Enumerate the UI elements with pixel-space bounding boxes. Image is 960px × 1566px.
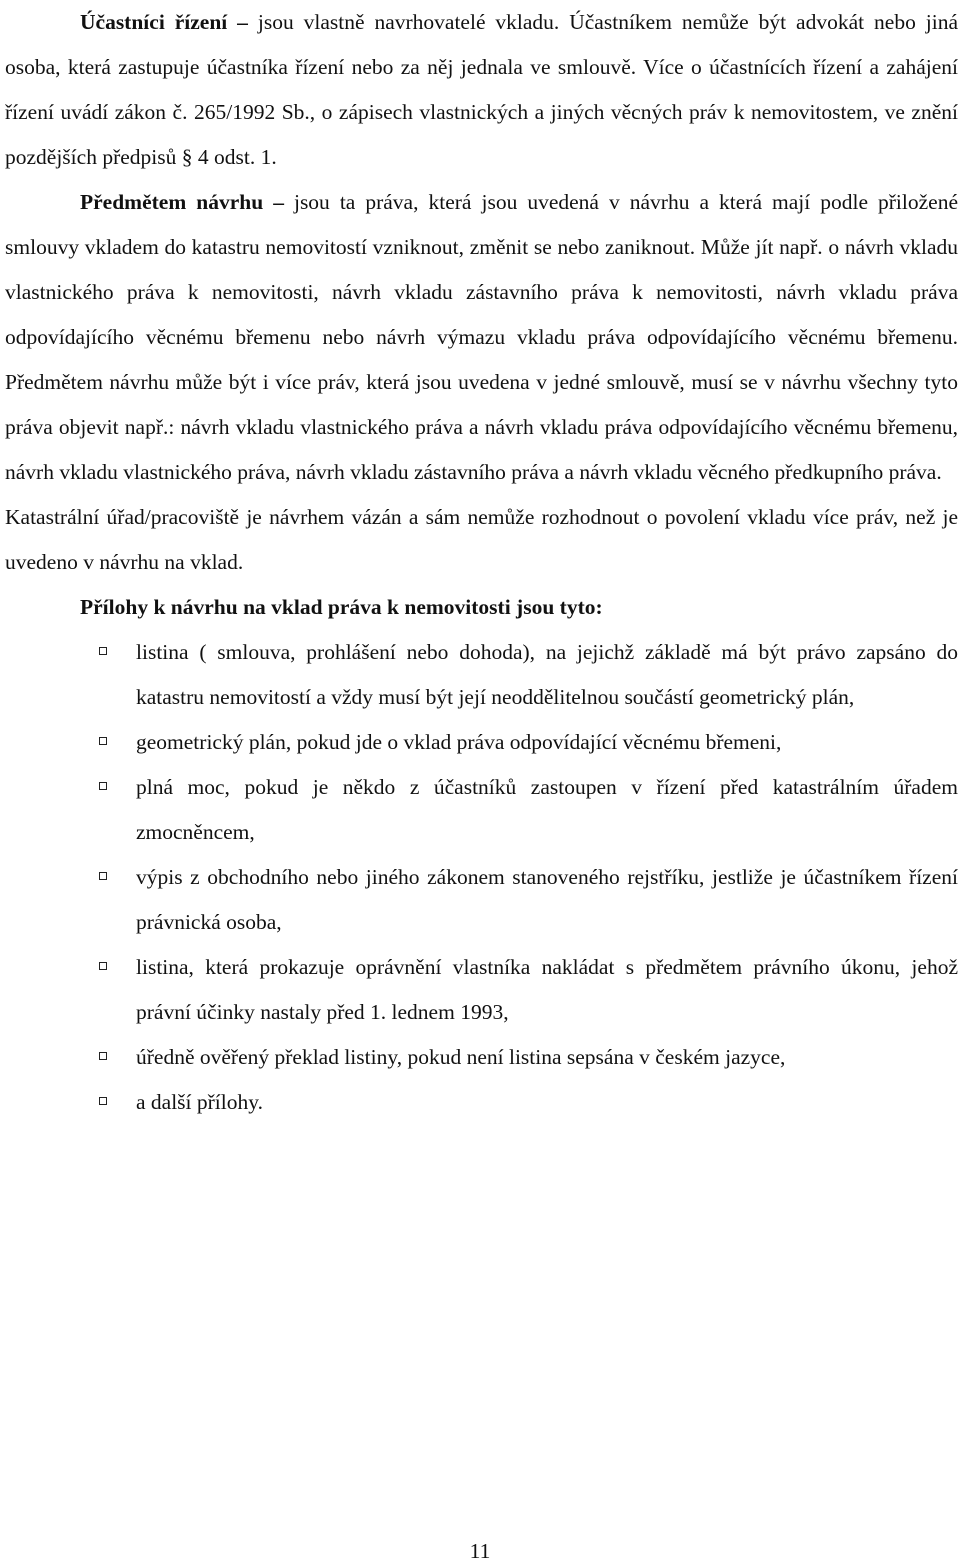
page-number: 11 — [469, 1539, 491, 1563]
paragraph-subject — [5, 180, 958, 495]
paragraph-subject-text: jsou ta práva, která jsou uvedená v návrhu a která mají podle přiložené smlouvy vkladem do katastru nemovitostí vzniknout, změnit se nebo zaniknout. Může jít např. o návrh vkladu vlastnického práva k nemovitosti, návrh vkladu zástavního práva k nemovitosti, návrh vkladu práva odpovídajícího věcnému břemenu nebo návrh výmazu vkladu práva odpovídajícího věcnému břemenu. Předmětem návrhu může být i více práv, která jsou uvedena v jedné smlouvě, musí se v návrhu všechny tyto práva objevit např.: návrh vkladu vlastnického práva a návrh vkladu práva odpovídajícího věcnému břemenu, návrh vkladu vlastnického práva, návrh vkladu zástavního práva a návrh vkladu věcného předkupního práva. — [5, 190, 959, 484]
attachments-list — [5, 630, 958, 1125]
paragraph-participants-text: jsou vlastně navrhovatelé vkladu. Účastníkem nemůže být advokát nebo jiná osoba, která zastupuje účastníka řízení nebo za něj jednala ve smlouvě. Více o účastnících řízení a zahájení řízení uvádí zákon č. 265/1992 Sb., o zápisech vlastnických a jiných věcných práv k nemovitostem, ve znění pozdějších předpisů § 4 odst. 1. — [5, 10, 958, 169]
square-bullet-icon — [99, 737, 107, 745]
list-item-text: výpis z obchodního nebo jiného zákonem stanoveného rejstříku, jestliže je účastníkem řízení právnická osoba, — [136, 865, 958, 934]
list-item — [5, 855, 958, 945]
list-item-text: a další přílohy. — [136, 1090, 263, 1114]
paragraph-participants — [5, 0, 958, 180]
list-item — [5, 765, 958, 855]
list-item-text: listina ( smlouva, prohlášení nebo dohoda), na jejichž základě má být právo zapsáno do katastru nemovitostí a vždy musí být její neoddělitelnou součástí geometrický plán, — [136, 640, 958, 709]
square-bullet-icon — [99, 962, 107, 970]
square-bullet-icon — [99, 647, 107, 655]
list-item — [5, 1035, 958, 1080]
list-item-text: geometrický plán, pokud jde o vklad práva odpovídající věcnému břemeni, — [136, 730, 782, 754]
list-item-text: listina, která prokazuje oprávnění vlastníka nakládat s předmětem právního úkonu, jehož právní účinky nastaly před 1. lednem 1993, — [136, 955, 958, 1024]
list-item-text: plná moc, pokud je někdo z účastníků zastoupen v řízení před katastrálním úřadem zmocněncem, — [136, 775, 958, 844]
term-participants: Účastníci řízení – — [80, 10, 248, 34]
list-item — [5, 945, 958, 1035]
list-item — [5, 630, 958, 720]
list-item-text: úředně ověřený překlad listiny, pokud není listina sepsána v českém jazyce, — [136, 1045, 786, 1069]
square-bullet-icon — [99, 872, 107, 880]
square-bullet-icon — [99, 782, 107, 790]
square-bullet-icon — [99, 1052, 107, 1060]
paragraph-cadastral-office: Katastrální úřad/pracoviště je návrhem vázán a sám nemůže rozhodnout o povolení vkladu více práv, než je uvedeno v návrhu na vklad. — [5, 505, 958, 574]
attachments-heading: Přílohy k návrhu na vklad práva k nemovitosti jsou tyto: — [80, 595, 603, 619]
document-page — [5, 0, 958, 1125]
list-item — [5, 720, 958, 765]
term-subject: Předmětem návrhu – — [80, 190, 284, 214]
square-bullet-icon — [99, 1097, 107, 1105]
list-item — [5, 1080, 958, 1125]
